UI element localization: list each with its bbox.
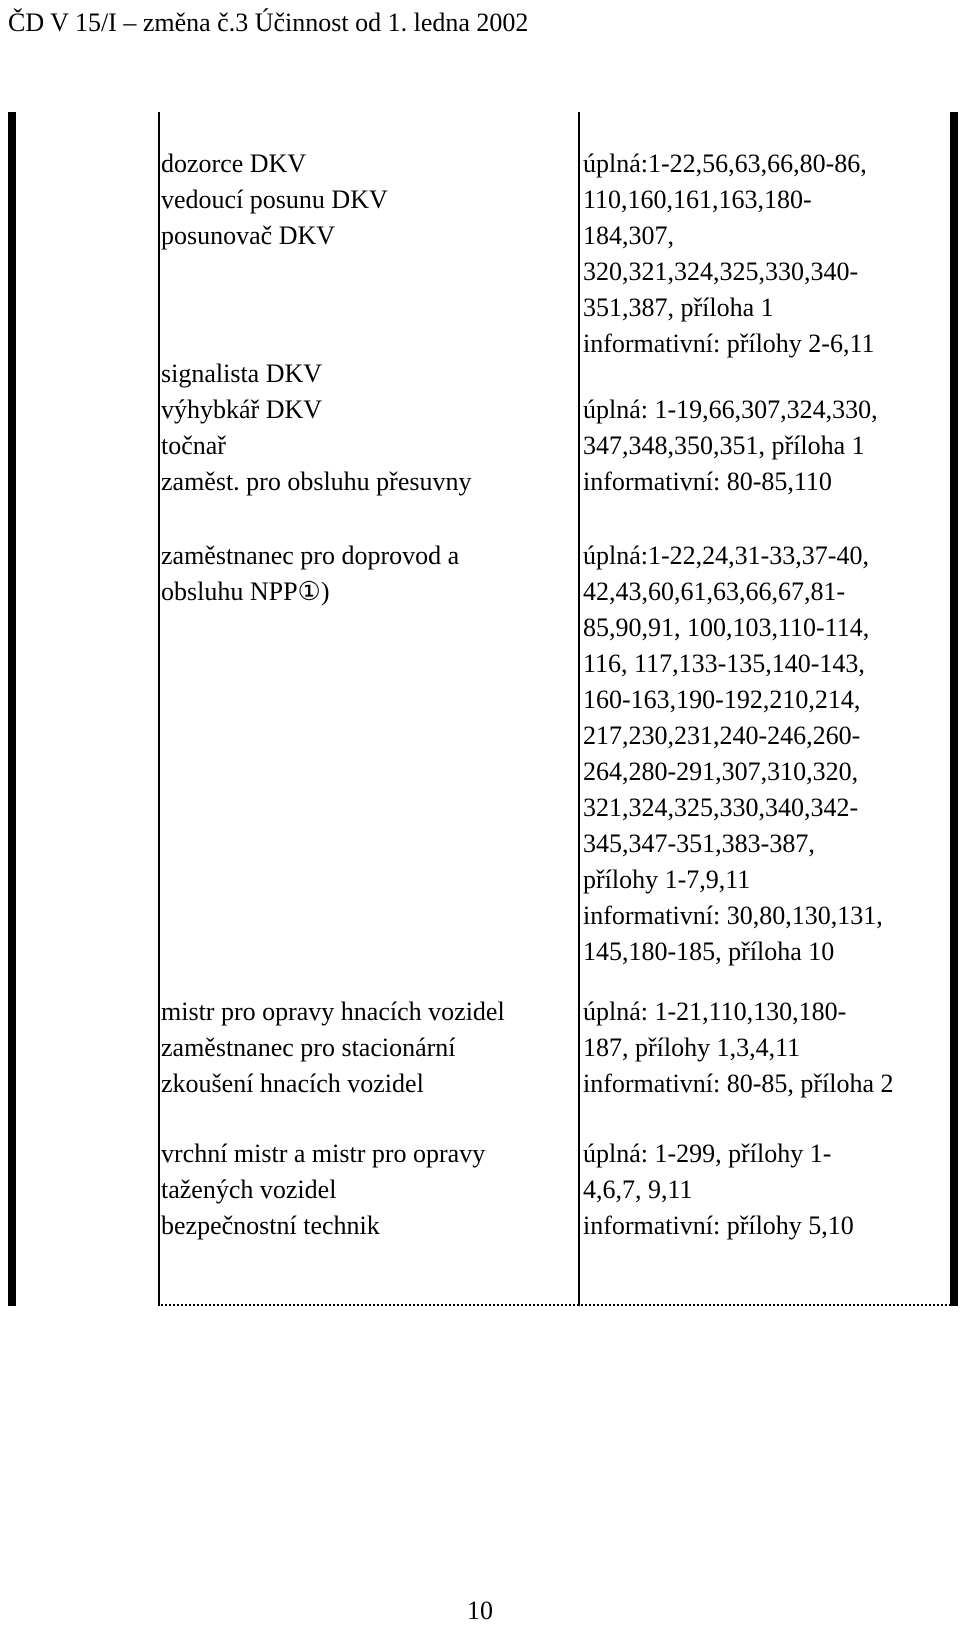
document-header: ČD V 15/I – změna č.3 Účinnost od 1. ledna 2002 — [8, 8, 529, 37]
table-bottom-border — [158, 1304, 958, 1306]
page-number: 10 — [467, 1596, 493, 1625]
row-5-roles: vrchní mistr a mistr pro opravy tažených vozidel bezpečnostní technik — [161, 1139, 486, 1240]
table-column-divider-2 — [578, 112, 580, 1306]
table-right-border — [950, 112, 958, 1306]
row-5-sections: úplná: 1-299, přílohy 1- 4,6,7, 9,11 informativní: přílohy 5,10 — [583, 1139, 854, 1240]
row-4-sections: úplná: 1-21,110,130,180- 187, přílohy 1,3,4,11 informativní: 80-85, příloha 2 — [583, 997, 894, 1098]
table-left-border — [8, 112, 16, 1306]
row-2-sections: úplná: 1-19,66,307,324,330, 347,348,350,351, příloha 1 informativní: 80-85,110 — [583, 395, 878, 496]
row-3-sections: úplná:1-22,24,31-33,37-40, 42,43,60,61,63,66,67,81- 85,90,91, 100,103,110-114, 116, 117,133-135,140-143, 160-163,190-192,210,214, 217,230,231,240-246,260- 264,280-291,307,310,320, 321,324,325,330,340,342- 345,347-351,383-387, přílohy 1-7,9,11 informativní: 30,80,130,131, 145,180-185, příloha 10 — [583, 541, 883, 966]
row-1-roles: dozorce DKV vedoucí posunu DKV posunovač DKV — [161, 149, 388, 250]
row-4-roles: mistr pro opravy hnacích vozidel zaměstnanec pro stacionární zkoušení hnacích vozidel — [161, 997, 505, 1098]
row-2-roles: signalista DKV výhybkář DKV točnař zaměst. pro obsluhu přesuvny — [161, 359, 472, 496]
row-3-roles: zaměstnanec pro doprovod a obsluhu NPP①) — [161, 541, 460, 606]
row-1-sections: úplná:1-22,56,63,66,80-86, 110,160,161,163,180- 184,307, 320,321,324,325,330,340- 351,387, příloha 1 informativní: přílohy 2-6,11 — [583, 149, 875, 358]
table-column-divider-1 — [158, 112, 160, 1306]
